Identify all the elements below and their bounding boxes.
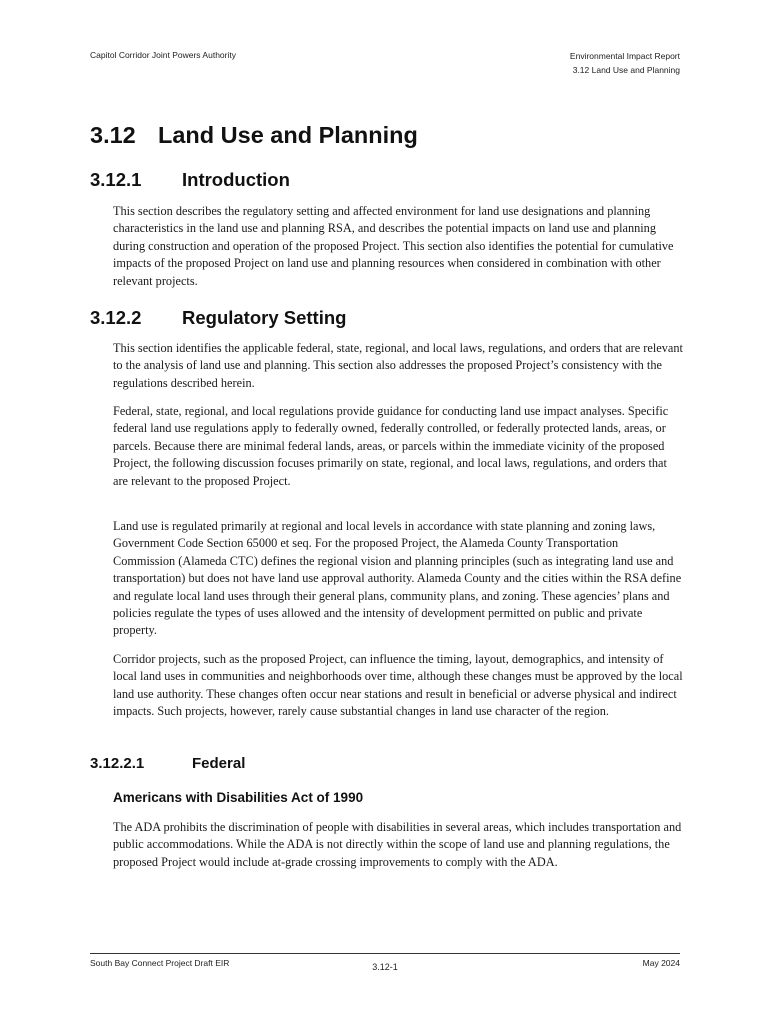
introduction-paragraph: This section describes the regulatory setting and affected environment for land use designations and planning characteristics in the land use and planning RSA, and describes the potential impacts on land use and planning during construction and operation of the proposed Project. This section also identifies the potential for cumulative impacts of the proposed Project on land use and planning resources when considered in combination with other relevant projects. <box>113 204 674 288</box>
regulatory-setting-title: Regulatory Setting <box>182 307 347 328</box>
regulatory-paragraph-4: Corridor projects, such as the proposed Project, can influence the timing, layout, demographics, and intensity of local land uses in communities and neighborhoods over time, although these changes must be approved by the local land use authority. These changes often occur near stations and result in beneficial or adverse physical and indirect impacts. Such projects, however, rarely cause substantial changes in land use character of the region. <box>113 652 683 719</box>
introduction-number: 3.12.1 <box>90 169 142 190</box>
introduction-heading <box>90 169 290 191</box>
ada-paragraph: The ADA prohibits the discrimination of people with disabilities in several areas, which includes transportation and public accommodations. While the ADA is not directly within the scope of land use and planning regulations, the proposed Project would include at-grade crossing improvements to comply with the ADA. <box>113 820 682 869</box>
footer-document-title: South Bay Connect Project Draft EIR <box>90 958 230 968</box>
regulatory-paragraph-1: This section identifies the applicable federal, state, regional, and local laws, regulations, and orders that are relevant to the analysis of land use and planning. This section also addresses the proposed Project’s consistency with the regulations described herein. <box>113 341 683 390</box>
section-heading <box>90 122 418 149</box>
header-report-title: Environmental Impact Report <box>569 51 680 61</box>
header-section-title: 3.12 Land Use and Planning <box>572 64 680 75</box>
header-organization: Capitol Corridor Joint Powers Authority <box>90 50 236 60</box>
header-report-info <box>570 50 680 77</box>
footer-date: May 2024 <box>642 958 680 968</box>
federal-heading <box>90 755 245 772</box>
footer-page-number: 3.12-1 <box>372 962 398 972</box>
regulatory-paragraph-2: Federal, state, regional, and local regulations provide guidance for conducting land use impact analyses. Specific federal land use regulations apply to federally owned, federally controlled, or federally protected lands, areas, or parcels. Because there are minimal federal lands, areas, or parcels within the immediate vicinity of the proposed Project, the following discussion focuses primarily on state, regional, and local laws, regulations, and orders that are relevant to the proposed Project. <box>113 404 669 488</box>
regulatory-setting-number: 3.12.2 <box>90 307 142 328</box>
regulatory-setting-heading <box>90 307 346 329</box>
federal-title: Federal <box>192 755 246 772</box>
introduction-title: Introduction <box>182 169 290 190</box>
section-number: 3.12 <box>90 122 136 148</box>
section-title: Land Use and Planning <box>158 122 418 148</box>
federal-number: 3.12.2.1 <box>90 755 145 772</box>
ada-heading: Americans with Disabilities Act of 1990 <box>113 790 364 805</box>
footer-divider <box>90 953 680 954</box>
regulatory-paragraph-3: Land use is regulated primarily at regional and local levels in accordance with state planning and zoning laws, Government Code Section 65000 et seq. For the proposed Project, the Alameda County Transportation Commission (Alameda CTC) defines the regional vision and planning principles (such as integrating land use and transportation) but does not have land use approval authority. Alameda County and the cities within the RSA define and regulate local land uses through their general plans, community plans, and zoning. These agencies’ plans and policies regulate the types of uses allowed and the intensity of development permitted on public and private property. <box>113 519 682 638</box>
